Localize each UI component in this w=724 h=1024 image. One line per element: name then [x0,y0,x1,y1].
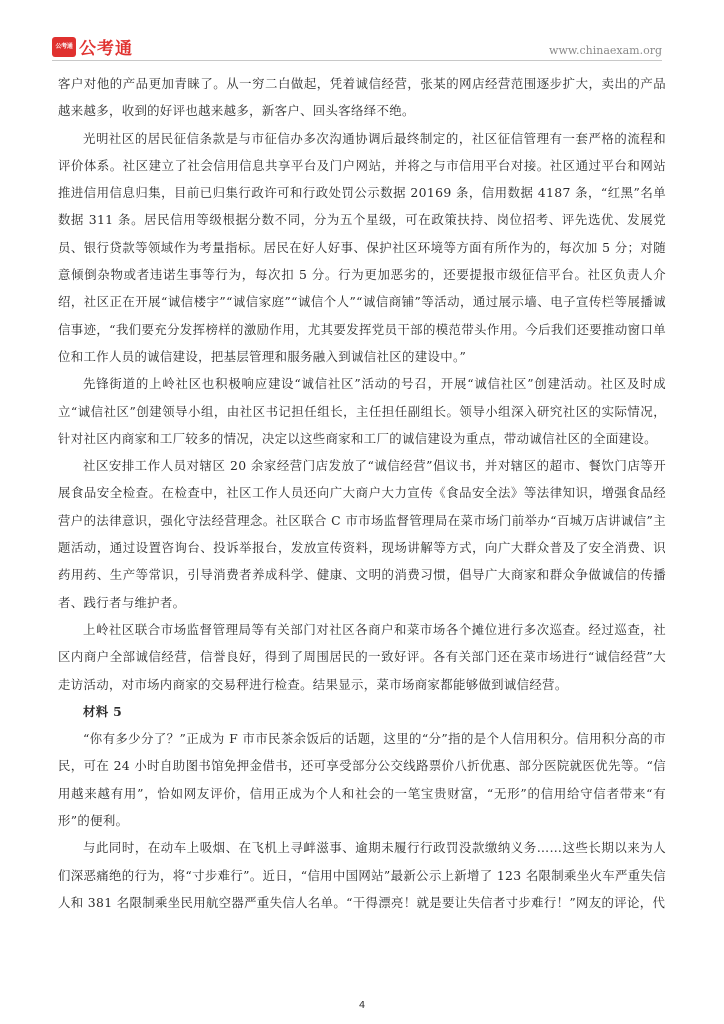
paragraph-food-safety: 社区安排工作人员对辖区 20 余家经营门店发放了“诚信经营”倡议书，并对辖区的超市、餐饮门店等开展食品安全检查。在检查中，社区工作人员还向广大商户大力宣传《食品安全法》等法律知识，增强食品经营户的法律意识，强化守法经营理念。社区联合 C 市市场监督管理局在菜市场门前举办“百城万店讲诚信”主题活动，通过设置咨询台、投诉举报台，发放宣传资料，现场讲解等方式，向广大群众普及了安全消费、识药用药、生产等常识，引导消费者养成科学、健康、文明的消费习惯，倡导广大商家和群众争做诚信的传播者、践行者与维护者。 [58,458,666,610]
section-heading-material-5: 材料 5 [83,703,123,719]
paragraph-shangling-community: 先锋街道的上岭社区也积极响应建设“诚信社区”活动的号召，开展“诚信社区”创建活动。社区及时成立“诚信社区”创建领导小组，由社区书记担任组长，主任担任副组长。领导小组深入研究社区的实际情况，针对社区内商家和工厂较多的情况，决定以这些商家和工厂的诚信建设为重点，带动诚信社区的全面建设。 [58,376,666,446]
paragraph-continuation: 客户对他的产品更加青睐了。从一穷二白做起，凭着诚信经营，张某的网店经营范围逐步扩大，卖出的产品越来越多，收到的好评也越来越多，新客户、回头客络绎不绝。 [58,76,666,119]
paragraph-dishonesty: 与此同时，在动车上吸烟、在飞机上寻衅滋事、逾期未履行行政罚没款缴纳义务……这些长期以来为人们深恶痛绝的行为，将“寸步难行”。近日，“信用中国网站”最新公示上新增了 123 名限制乘坐火车严重失信人和 381 名限制乘坐民用航空器严重失信人名单。“干得漂亮！就是要让失信者寸步难行！”网友的评论，代 [58,840,666,910]
page-header [52,34,662,61]
paragraph-guangming-community: 光明社区的居民征信条款是与市征信办多次沟通协调后最终制定的，社区征信管理有一套严格的流程和评价体系。社区建立了社会信用信息共享平台及门户网站，并将之与市信用平台对接。社区通过平台和网站推进信用信息归集，目前已归集行政许可和行政处罚公示数据 20169 条，信用数据 4187 条，“红黑”名单数据 311 条。居民信用等级根据分数不同，分为五个星级，可在政策扶持、岗位招考、评先选优、发展党员、银行贷款等领域作为考量指标。居民在好人好事、保护社区环境等方面有所作为的，每次加 5 分；对随意倾倒杂物或者违诺生事等行为，每次扣 5 分。行为更加恶劣的，还要提报市级征信平台。社区负责人介绍，社区正在开展“诚信楼宇”“诚信家庭”“诚信个人”“诚信商铺”等活动，通过展示墙、电子宣传栏等展播诚信事迹，“我们要充分发挥榜样的激励作用，尤其要发挥党员干部的模范带头作用。今后我们还要推动窗口单位和工作人员的诚信建设，把基层管理和服务融入到诚信社区的建设中。” [58,130,666,364]
logo-text: 公考通 [79,39,133,59]
logo-badge-icon: 公考通 [52,37,76,57]
logo [52,34,133,59]
site-url: www.chinaexam.org [549,44,662,57]
page-number: 4 [358,1000,366,1011]
document-body [58,70,666,916]
paragraph-credit-score: “你有多少分了？”正成为 F 市市民茶余饭后的话题，这里的“分”指的是个人信用积分。信用积分高的市民，可在 24 小时自助图书馆免押金借书，还可享受部分公交线路票价八折优惠、部分医院就医优先等。“信用越来越有用”，恰如网友评价，信用正成为个人和社会的一笔宝贵财富，“无形”的信用给守信者带来“有形”的便利。 [58,731,666,829]
paragraph-inspection: 上岭社区联合市场监督管理局等有关部门对社区各商户和菜市场各个摊位进行多次巡查。经过巡查，社区内商户全部诚信经营，信誉良好，得到了周围居民的一致好评。各有关部门还在菜市场进行“诚信经营”大走访活动，对市场内商家的交易秤进行检查。结果显示，菜市场商家都能够做到诚信经营。 [58,621,666,692]
